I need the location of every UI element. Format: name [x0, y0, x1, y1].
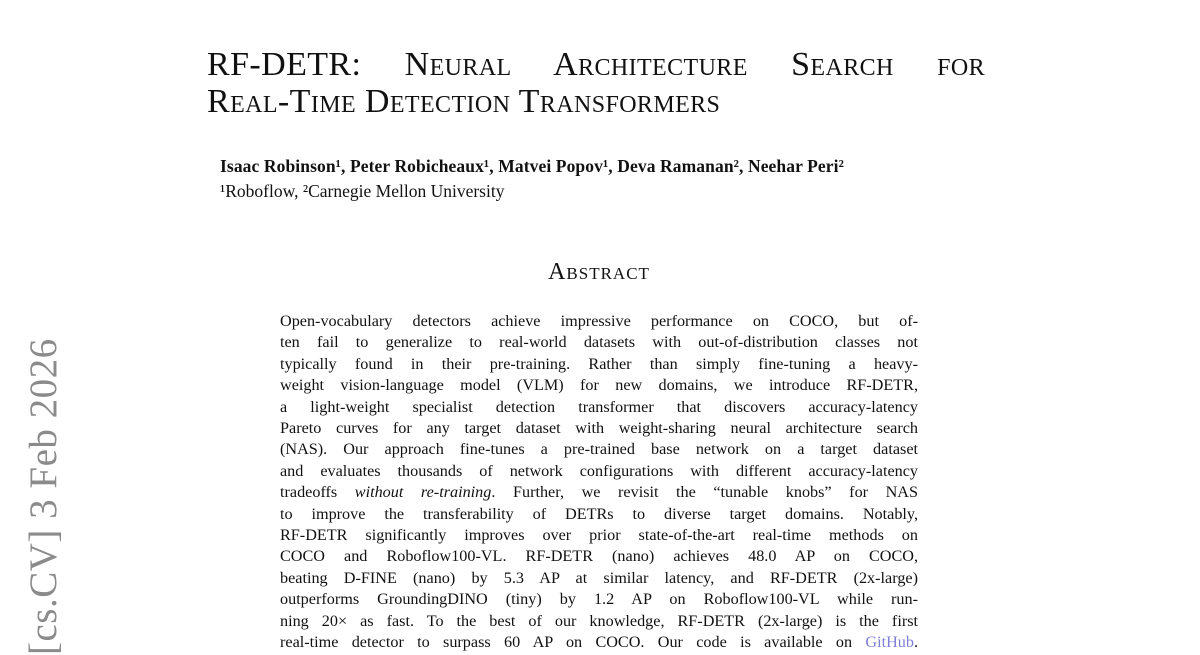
- paper-title: [207, 46, 985, 120]
- paper-title-line2: Real-Time Detection Transformers: [207, 83, 721, 120]
- abstract-text: outperforms GroundingDINO (tiny) by 1.2 AP on Roboflow100-VL while run-: [280, 590, 918, 609]
- abstract-text: Pareto curves for any target dataset with weight-sharing neural architecture search: [280, 419, 918, 438]
- abstract-line: [280, 611, 918, 632]
- abstract-text: .: [913, 633, 918, 652]
- abstract-text: ning 20× as fast. To the best of our knowledge, RF-DETR (2x-large) is the first: [280, 611, 918, 630]
- abstract-line: [280, 375, 918, 396]
- abstract-text: . Further, we revisit the “tunable knobs” for NAS: [491, 483, 918, 502]
- abstract-line: [280, 482, 918, 503]
- arxiv-watermark: [cs.CV] 3 Feb 2026: [22, 338, 65, 655]
- abstract-text: a light-weight specialist detection transformer that discovers accuracy-latency: [280, 397, 918, 416]
- abstract-text: typically found in their pre-training. Rather than simply fine-tuning a heavy-: [280, 354, 918, 373]
- abstract-line: [280, 418, 918, 439]
- abstract-line: [280, 332, 918, 353]
- abstract-body: [280, 311, 918, 654]
- abstract-line: [280, 461, 918, 482]
- abstract-line: [280, 525, 918, 546]
- abstract-line: [280, 546, 918, 567]
- abstract-line: [280, 354, 918, 375]
- paper-title-line1: RF-DETR: Neural Architecture Search for: [207, 46, 985, 83]
- author-list: Isaac Robinson¹, Peter Robicheaux¹, Matvei Popov¹, Deva Ramanan², Neehar Peri²: [220, 156, 844, 176]
- abstract-line: [280, 439, 918, 460]
- abstract-text: tradeoffs: [280, 483, 355, 502]
- abstract-text: weight vision-language model (VLM) for new domains, we introduce RF-DETR,: [280, 376, 918, 395]
- abstract-line: [280, 632, 918, 653]
- abstract-text: and evaluates thousands of network configurations with different accuracy-latency: [280, 461, 918, 480]
- abstract-text: real-time detector to surpass 60 AP on COCO. Our code is available on: [280, 633, 866, 652]
- abstract-line: [280, 311, 918, 332]
- affiliation-list: ¹Roboflow, ²Carnegie Mellon University: [220, 181, 505, 201]
- abstract-line: [280, 504, 918, 525]
- abstract-line: [280, 589, 918, 610]
- abstract-text: (NAS). Our approach fine-tunes a pre-trained base network on a target dataset: [280, 440, 918, 459]
- abstract-text: to improve the transferability of DETRs to diverse target domains. Notably,: [280, 504, 918, 523]
- abstract-text: beating D-FINE (nano) by 5.3 AP at similar latency, and RF-DETR (2x-large): [280, 568, 918, 587]
- abstract-heading: Abstract: [548, 259, 650, 285]
- github-link[interactable]: GitHub: [865, 633, 914, 652]
- abstract-text: Open-vocabulary detectors achieve impressive performance on COCO, but of-: [280, 312, 918, 330]
- abstract-line: [280, 568, 918, 589]
- abstract-text: RF-DETR significantly improves over prior state-of-the-art real-time methods on: [280, 526, 918, 545]
- abstract-text: ten fail to generalize to real-world datasets with out-of-distribution classes not: [280, 333, 918, 352]
- emphasized-text: without re-training: [354, 483, 492, 502]
- abstract-text: COCO and Roboflow100-VL. RF-DETR (nano) achieves 48.0 AP on COCO,: [280, 547, 918, 566]
- abstract-line: [280, 397, 918, 418]
